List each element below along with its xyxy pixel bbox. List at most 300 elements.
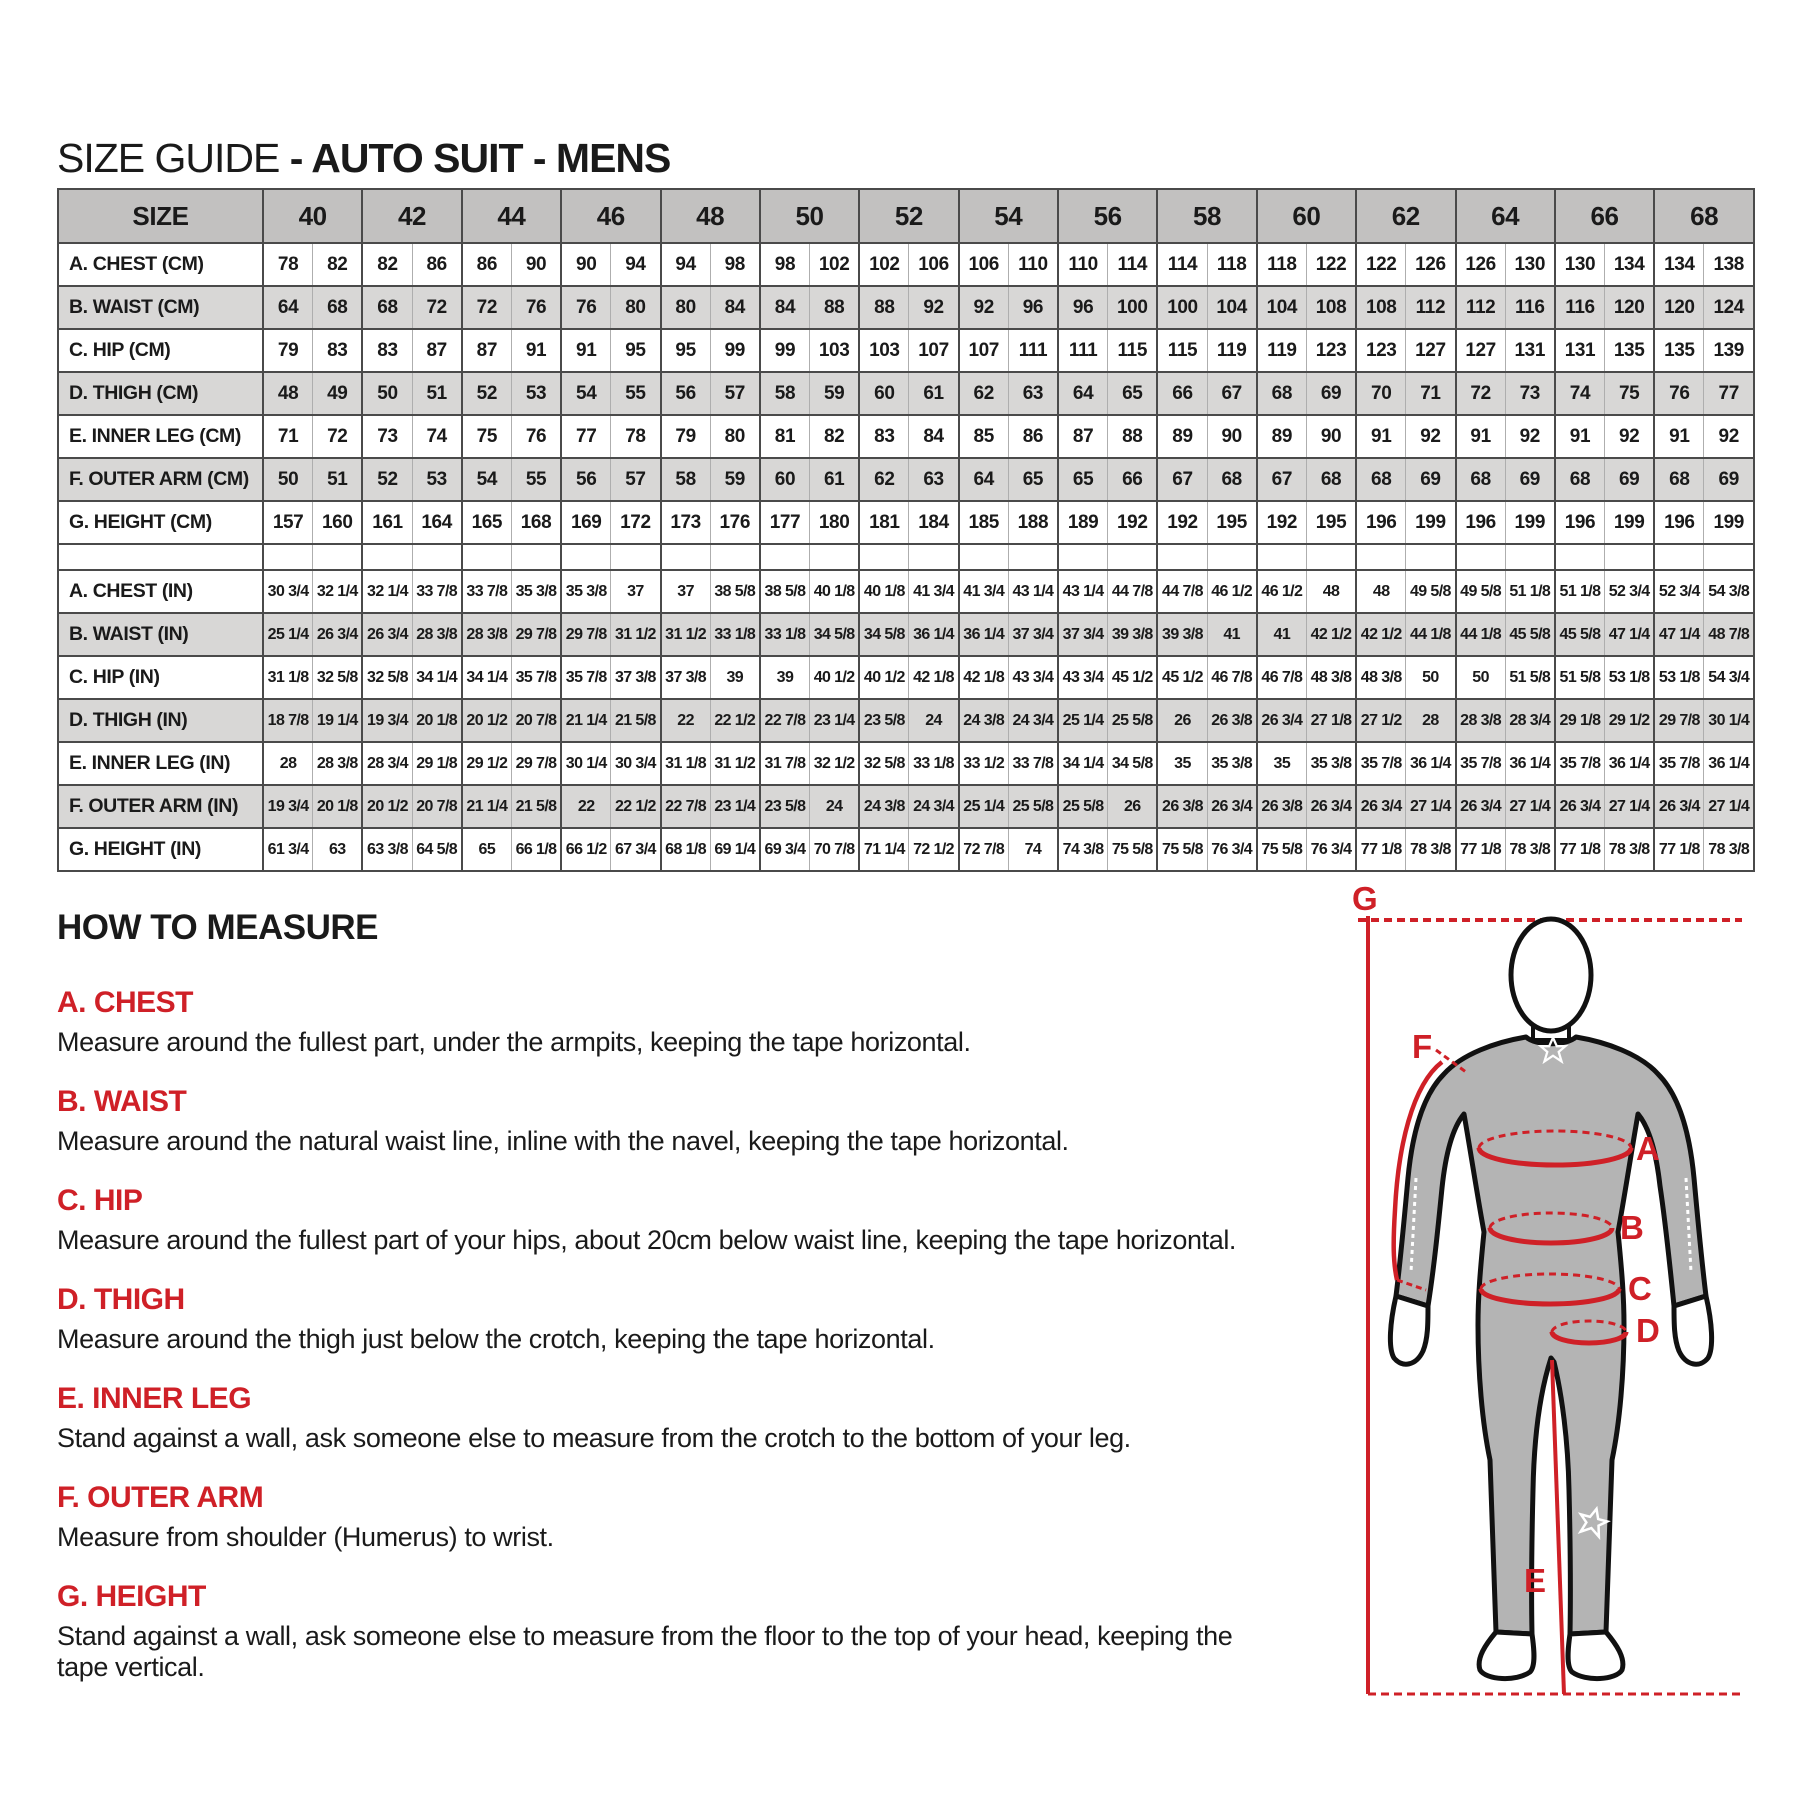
size-value-cell: 71 1/4 xyxy=(859,828,909,871)
measure-description: Measure around the fullest part, under the armpits, keeping the tape horizontal. xyxy=(57,1027,971,1057)
spacer-cell xyxy=(1456,544,1506,570)
size-value-cell: 34 1/4 xyxy=(462,656,512,699)
size-value-cell: 134 xyxy=(1654,243,1704,286)
row-label: C. HIP (IN) xyxy=(58,656,263,699)
size-value-cell: 82 xyxy=(810,415,860,458)
size-value-cell: 116 xyxy=(1505,286,1555,329)
size-value-cell: 23 1/4 xyxy=(810,699,860,742)
size-column-header: 40 xyxy=(263,189,362,243)
size-value-cell: 63 xyxy=(1008,372,1058,415)
size-value-cell: 50 xyxy=(263,458,313,501)
size-value-cell: 48 xyxy=(263,372,313,415)
size-value-cell: 69 xyxy=(1704,458,1754,501)
size-value-cell: 75 5/8 xyxy=(1157,828,1207,871)
size-value-cell: 80 xyxy=(661,286,711,329)
size-value-cell: 28 xyxy=(1406,699,1456,742)
size-value-cell: 52 3/4 xyxy=(1654,570,1704,613)
size-value-cell: 70 7/8 xyxy=(810,828,860,871)
size-value-cell: 87 xyxy=(412,329,462,372)
row-label: F. OUTER ARM (IN) xyxy=(58,785,263,828)
size-value-cell: 47 1/4 xyxy=(1654,613,1704,656)
size-value-cell: 37 3/4 xyxy=(1008,613,1058,656)
size-value-cell: 36 1/4 xyxy=(1406,742,1456,785)
size-value-cell: 67 xyxy=(1257,458,1307,501)
size-value-cell: 77 xyxy=(561,415,611,458)
size-value-cell: 37 3/8 xyxy=(661,656,711,699)
spacer-cell xyxy=(511,544,561,570)
size-value-cell: 78 3/8 xyxy=(1605,828,1655,871)
size-value-cell: 30 1/4 xyxy=(561,742,611,785)
row-label: D. THIGH (CM) xyxy=(58,372,263,415)
page-title-regular: SIZE GUIDE xyxy=(57,135,280,182)
size-value-cell: 31 1/2 xyxy=(611,613,661,656)
size-value-cell: 78 3/8 xyxy=(1406,828,1456,871)
size-value-cell: 54 3/8 xyxy=(1704,570,1754,613)
measure-title: F. OUTER ARM xyxy=(57,1481,264,1514)
size-value-cell: 28 3/8 xyxy=(462,613,512,656)
size-value-cell: 120 xyxy=(1605,286,1655,329)
size-value-cell: 45 5/8 xyxy=(1505,613,1555,656)
size-value-cell: 59 xyxy=(810,372,860,415)
size-value-cell: 38 5/8 xyxy=(760,570,810,613)
size-column-header: 50 xyxy=(760,189,859,243)
size-value-cell: 51 5/8 xyxy=(1505,656,1555,699)
measure-section-waist xyxy=(57,1085,1237,1157)
size-value-cell: 26 3/4 xyxy=(1356,785,1406,828)
size-value-cell: 57 xyxy=(611,458,661,501)
size-value-cell: 94 xyxy=(661,243,711,286)
page-title xyxy=(57,135,670,182)
how-to-measure-heading: HOW TO MEASURE xyxy=(57,908,378,947)
size-value-cell: 48 3/8 xyxy=(1306,656,1356,699)
size-value-cell: 30 3/4 xyxy=(611,742,661,785)
size-value-cell: 26 3/8 xyxy=(1207,699,1257,742)
size-value-cell: 44 1/8 xyxy=(1456,613,1506,656)
size-value-cell: 68 xyxy=(1306,458,1356,501)
size-value-cell: 32 5/8 xyxy=(313,656,363,699)
size-value-cell: 78 xyxy=(611,415,661,458)
size-value-cell: 69 xyxy=(1406,458,1456,501)
size-value-cell: 50 xyxy=(1406,656,1456,699)
size-value-cell: 33 7/8 xyxy=(462,570,512,613)
size-value-cell: 54 3/4 xyxy=(1704,656,1754,699)
size-value-cell: 77 1/8 xyxy=(1356,828,1406,871)
size-value-cell: 25 1/4 xyxy=(263,613,313,656)
size-column-header: 62 xyxy=(1356,189,1455,243)
size-value-cell: 86 xyxy=(462,243,512,286)
size-value-cell: 52 xyxy=(362,458,412,501)
size-value-cell: 20 1/8 xyxy=(313,785,363,828)
size-value-cell: 135 xyxy=(1605,329,1655,372)
size-value-cell: 22 1/2 xyxy=(710,699,760,742)
size-value-cell: 33 1/8 xyxy=(909,742,959,785)
spacer-cell xyxy=(1505,544,1555,570)
size-value-cell: 36 1/4 xyxy=(1704,742,1754,785)
size-value-cell: 36 1/4 xyxy=(959,613,1009,656)
size-value-cell: 78 3/8 xyxy=(1704,828,1754,871)
size-value-cell: 81 xyxy=(760,415,810,458)
size-value-cell: 27 1/4 xyxy=(1406,785,1456,828)
spacer-cell xyxy=(611,544,661,570)
size-value-cell: 99 xyxy=(760,329,810,372)
diagram-label-e: E xyxy=(1524,1562,1547,1599)
size-value-cell: 51 5/8 xyxy=(1555,656,1605,699)
measure-section-chest xyxy=(57,986,1237,1058)
size-value-cell: 92 xyxy=(959,286,1009,329)
size-value-cell: 77 1/8 xyxy=(1456,828,1506,871)
size-value-cell: 90 xyxy=(511,243,561,286)
measurement-row xyxy=(58,699,1754,742)
diagram-label-c: C xyxy=(1628,1270,1652,1307)
size-value-cell: 35 3/8 xyxy=(511,570,561,613)
size-value-cell: 91 xyxy=(561,329,611,372)
spacer-cell xyxy=(1605,544,1655,570)
size-value-cell: 196 xyxy=(1555,501,1605,544)
size-value-cell: 130 xyxy=(1555,243,1605,286)
measure-title: G. HEIGHT xyxy=(57,1580,206,1613)
size-value-cell: 49 5/8 xyxy=(1456,570,1506,613)
size-value-cell: 123 xyxy=(1356,329,1406,372)
size-value-cell: 111 xyxy=(1008,329,1058,372)
size-value-cell: 82 xyxy=(313,243,363,286)
size-value-cell: 74 3/8 xyxy=(1058,828,1108,871)
size-value-cell: 28 3/4 xyxy=(362,742,412,785)
size-value-cell: 66 xyxy=(1157,372,1207,415)
measurement-row xyxy=(58,501,1754,544)
size-value-cell: 49 xyxy=(313,372,363,415)
size-value-cell: 19 3/4 xyxy=(263,785,313,828)
size-value-cell: 33 7/8 xyxy=(412,570,462,613)
size-value-cell: 192 xyxy=(1257,501,1307,544)
size-value-cell: 45 5/8 xyxy=(1555,613,1605,656)
size-value-cell: 27 1/2 xyxy=(1356,699,1406,742)
size-corner-header: SIZE xyxy=(58,189,263,243)
size-value-cell: 195 xyxy=(1306,501,1356,544)
size-value-cell: 118 xyxy=(1257,243,1307,286)
size-value-cell: 27 1/4 xyxy=(1704,785,1754,828)
measurement-row xyxy=(58,329,1754,372)
size-value-cell: 164 xyxy=(412,501,462,544)
row-label: E. INNER LEG (CM) xyxy=(58,415,263,458)
size-value-cell: 48 xyxy=(1306,570,1356,613)
size-value-cell: 22 7/8 xyxy=(760,699,810,742)
size-value-cell: 184 xyxy=(909,501,959,544)
size-value-cell: 26 3/4 xyxy=(1456,785,1506,828)
size-value-cell: 35 xyxy=(1157,742,1207,785)
size-value-cell: 25 1/4 xyxy=(1058,699,1108,742)
size-value-cell: 35 xyxy=(1257,742,1307,785)
size-value-cell: 20 1/2 xyxy=(462,699,512,742)
size-value-cell: 131 xyxy=(1505,329,1555,372)
measure-section-hip xyxy=(57,1184,1237,1256)
row-label: F. OUTER ARM (CM) xyxy=(58,458,263,501)
size-table-wrap xyxy=(57,188,1755,872)
size-value-cell: 120 xyxy=(1654,286,1704,329)
size-value-cell: 92 xyxy=(1406,415,1456,458)
size-value-cell: 46 1/2 xyxy=(1257,570,1307,613)
size-value-cell: 66 xyxy=(1108,458,1158,501)
size-value-cell: 64 xyxy=(263,286,313,329)
size-value-cell: 77 xyxy=(1704,372,1754,415)
size-value-cell: 28 3/8 xyxy=(1456,699,1506,742)
size-value-cell: 41 xyxy=(1207,613,1257,656)
size-value-cell: 43 1/4 xyxy=(1058,570,1108,613)
size-value-cell: 98 xyxy=(710,243,760,286)
size-value-cell: 29 7/8 xyxy=(511,742,561,785)
size-value-cell: 26 xyxy=(1108,785,1158,828)
size-value-cell: 78 3/8 xyxy=(1505,828,1555,871)
spacer-cell xyxy=(561,544,611,570)
size-value-cell: 37 xyxy=(661,570,711,613)
size-value-cell: 35 7/8 xyxy=(1555,742,1605,785)
spacer-row xyxy=(58,544,1754,570)
size-value-cell: 44 1/8 xyxy=(1406,613,1456,656)
size-value-cell: 26 3/4 xyxy=(1257,699,1307,742)
size-value-cell: 70 xyxy=(1356,372,1406,415)
size-value-cell: 89 xyxy=(1157,415,1207,458)
size-value-cell: 90 xyxy=(561,243,611,286)
size-value-cell: 23 1/4 xyxy=(710,785,760,828)
size-value-cell: 83 xyxy=(859,415,909,458)
size-value-cell: 95 xyxy=(661,329,711,372)
size-value-cell: 68 xyxy=(313,286,363,329)
size-value-cell: 76 xyxy=(561,286,611,329)
size-value-cell: 36 1/4 xyxy=(909,613,959,656)
size-value-cell: 102 xyxy=(859,243,909,286)
size-value-cell: 130 xyxy=(1505,243,1555,286)
how-to-measure xyxy=(57,908,1237,1710)
size-value-cell: 26 3/8 xyxy=(1157,785,1207,828)
size-value-cell: 29 7/8 xyxy=(561,613,611,656)
page-title-bold: - AUTO SUIT - MENS xyxy=(289,135,671,182)
size-value-cell: 134 xyxy=(1605,243,1655,286)
size-value-cell: 51 xyxy=(412,372,462,415)
size-value-cell: 24 3/8 xyxy=(959,699,1009,742)
size-value-cell: 57 xyxy=(710,372,760,415)
size-value-cell: 26 3/4 xyxy=(1555,785,1605,828)
size-column-header: 54 xyxy=(959,189,1058,243)
size-value-cell: 54 xyxy=(462,458,512,501)
size-table xyxy=(57,188,1755,872)
measure-description: Measure around the fullest part of your hips, about 20cm below waist line, keeping the tape horizontal. xyxy=(57,1225,1237,1255)
size-value-cell: 35 7/8 xyxy=(511,656,561,699)
size-value-cell: 41 3/4 xyxy=(959,570,1009,613)
size-value-cell: 135 xyxy=(1654,329,1704,372)
size-value-cell: 21 5/8 xyxy=(611,699,661,742)
size-value-cell: 138 xyxy=(1704,243,1754,286)
size-value-cell: 27 1/4 xyxy=(1605,785,1655,828)
size-value-cell: 68 1/8 xyxy=(661,828,711,871)
size-value-cell: 47 1/4 xyxy=(1605,613,1655,656)
size-value-cell: 95 xyxy=(611,329,661,372)
size-value-cell: 180 xyxy=(810,501,860,544)
size-value-cell: 68 xyxy=(1356,458,1406,501)
size-value-cell: 68 xyxy=(1207,458,1257,501)
size-value-cell: 32 1/2 xyxy=(810,742,860,785)
diagram-label-g: G xyxy=(1352,880,1378,917)
spacer-cell xyxy=(1058,544,1108,570)
size-value-cell: 119 xyxy=(1257,329,1307,372)
size-value-cell: 169 xyxy=(561,501,611,544)
size-value-cell: 52 xyxy=(462,372,512,415)
row-label: E. INNER LEG (IN) xyxy=(58,742,263,785)
measurement-row xyxy=(58,372,1754,415)
size-value-cell: 69 xyxy=(1505,458,1555,501)
size-value-cell: 92 xyxy=(1605,415,1655,458)
size-value-cell: 24 3/4 xyxy=(1008,699,1058,742)
size-value-cell: 68 xyxy=(1257,372,1307,415)
size-value-cell: 22 xyxy=(561,785,611,828)
size-value-cell: 115 xyxy=(1157,329,1207,372)
size-value-cell: 90 xyxy=(1306,415,1356,458)
size-value-cell: 83 xyxy=(362,329,412,372)
row-label: A. CHEST (CM) xyxy=(58,243,263,286)
row-label: A. CHEST (IN) xyxy=(58,570,263,613)
spacer-cell xyxy=(1555,544,1605,570)
size-value-cell: 72 xyxy=(412,286,462,329)
size-value-cell: 112 xyxy=(1456,286,1506,329)
measurement-diagram xyxy=(1340,880,1770,1710)
size-value-cell: 64 xyxy=(959,458,1009,501)
size-value-cell: 74 xyxy=(1008,828,1058,871)
spacer-cell xyxy=(760,544,810,570)
size-value-cell: 91 xyxy=(1456,415,1506,458)
size-value-cell: 40 1/2 xyxy=(859,656,909,699)
size-value-cell: 108 xyxy=(1306,286,1356,329)
spacer-cell xyxy=(959,544,1009,570)
size-value-cell: 66 1/2 xyxy=(561,828,611,871)
size-value-cell: 42 1/8 xyxy=(909,656,959,699)
size-value-cell: 88 xyxy=(810,286,860,329)
size-value-cell: 199 xyxy=(1704,501,1754,544)
size-column-header: 46 xyxy=(561,189,660,243)
size-value-cell: 22 1/2 xyxy=(611,785,661,828)
size-value-cell: 72 7/8 xyxy=(959,828,1009,871)
size-value-cell: 44 7/8 xyxy=(1157,570,1207,613)
size-value-cell: 23 5/8 xyxy=(760,785,810,828)
size-value-cell: 31 1/8 xyxy=(263,656,313,699)
size-column-header: 60 xyxy=(1257,189,1356,243)
size-value-cell: 76 xyxy=(511,286,561,329)
size-value-cell: 55 xyxy=(511,458,561,501)
size-value-cell: 199 xyxy=(1605,501,1655,544)
size-value-cell: 69 1/4 xyxy=(710,828,760,871)
measure-title: D. THIGH xyxy=(57,1283,185,1316)
size-value-cell: 26 3/4 xyxy=(313,613,363,656)
size-value-cell: 60 xyxy=(760,458,810,501)
spacer-cell xyxy=(909,544,959,570)
size-column-header: 42 xyxy=(362,189,461,243)
size-value-cell: 189 xyxy=(1058,501,1108,544)
size-value-cell: 84 xyxy=(760,286,810,329)
size-value-cell: 42 1/2 xyxy=(1306,613,1356,656)
size-value-cell: 72 xyxy=(462,286,512,329)
size-value-cell: 160 xyxy=(313,501,363,544)
spacer-cell xyxy=(263,544,313,570)
size-value-cell: 55 xyxy=(611,372,661,415)
size-value-cell: 80 xyxy=(710,415,760,458)
size-value-cell: 185 xyxy=(959,501,1009,544)
size-value-cell: 41 xyxy=(1257,613,1307,656)
size-value-cell: 112 xyxy=(1406,286,1456,329)
size-value-cell: 35 3/8 xyxy=(561,570,611,613)
size-value-cell: 24 xyxy=(909,699,959,742)
row-label: B. WAIST (IN) xyxy=(58,613,263,656)
size-value-cell: 28 3/8 xyxy=(412,613,462,656)
size-value-cell: 43 1/4 xyxy=(1008,570,1058,613)
size-value-cell: 69 xyxy=(1306,372,1356,415)
size-value-cell: 87 xyxy=(462,329,512,372)
size-value-cell: 72 xyxy=(1456,372,1506,415)
size-value-cell: 37 3/4 xyxy=(1058,613,1108,656)
size-value-cell: 118 xyxy=(1207,243,1257,286)
size-value-cell: 51 1/8 xyxy=(1505,570,1555,613)
size-value-cell: 114 xyxy=(1157,243,1207,286)
measure-description: Measure around the thigh just below the crotch, keeping the tape horizontal. xyxy=(57,1324,935,1354)
size-value-cell: 67 3/4 xyxy=(611,828,661,871)
spacer-cell xyxy=(1406,544,1456,570)
size-value-cell: 58 xyxy=(760,372,810,415)
size-value-cell: 26 xyxy=(1157,699,1207,742)
size-value-cell: 20 1/8 xyxy=(412,699,462,742)
size-value-cell: 85 xyxy=(959,415,1009,458)
size-value-cell: 53 1/8 xyxy=(1654,656,1704,699)
size-value-cell: 196 xyxy=(1356,501,1406,544)
size-value-cell: 35 7/8 xyxy=(561,656,611,699)
size-value-cell: 54 xyxy=(561,372,611,415)
left-hand xyxy=(1390,1296,1428,1364)
size-value-cell: 43 3/4 xyxy=(1008,656,1058,699)
size-value-cell: 76 3/4 xyxy=(1306,828,1356,871)
size-value-cell: 33 1/8 xyxy=(710,613,760,656)
size-value-cell: 75 5/8 xyxy=(1108,828,1158,871)
size-value-cell: 48 7/8 xyxy=(1704,613,1754,656)
size-value-cell: 173 xyxy=(661,501,711,544)
measurement-row xyxy=(58,828,1754,871)
size-value-cell: 161 xyxy=(362,501,412,544)
size-value-cell: 84 xyxy=(909,415,959,458)
size-value-cell: 62 xyxy=(959,372,1009,415)
size-value-cell: 84 xyxy=(710,286,760,329)
diagram-label-a: A xyxy=(1636,1130,1660,1167)
size-value-cell: 32 5/8 xyxy=(362,656,412,699)
size-value-cell: 63 xyxy=(313,828,363,871)
size-value-cell: 31 7/8 xyxy=(760,742,810,785)
size-value-cell: 76 xyxy=(511,415,561,458)
size-value-cell: 38 5/8 xyxy=(710,570,760,613)
size-value-cell: 23 5/8 xyxy=(859,699,909,742)
size-value-cell: 61 3/4 xyxy=(263,828,313,871)
size-value-cell: 59 xyxy=(710,458,760,501)
size-value-cell: 79 xyxy=(661,415,711,458)
size-value-cell: 61 xyxy=(909,372,959,415)
size-value-cell: 75 5/8 xyxy=(1257,828,1307,871)
size-value-cell: 72 1/2 xyxy=(909,828,959,871)
measure-section-outer-arm xyxy=(57,1481,1237,1553)
size-value-cell: 102 xyxy=(810,243,860,286)
spacer-cell xyxy=(1157,544,1207,570)
size-value-cell: 73 xyxy=(362,415,412,458)
size-column-header: 68 xyxy=(1654,189,1754,243)
size-value-cell: 41 3/4 xyxy=(909,570,959,613)
size-value-cell: 53 xyxy=(511,372,561,415)
size-value-cell: 61 xyxy=(810,458,860,501)
spacer-cell xyxy=(1704,544,1754,570)
size-value-cell: 107 xyxy=(909,329,959,372)
size-value-cell: 77 1/8 xyxy=(1654,828,1704,871)
size-value-cell: 29 1/2 xyxy=(462,742,512,785)
size-value-cell: 63 xyxy=(909,458,959,501)
